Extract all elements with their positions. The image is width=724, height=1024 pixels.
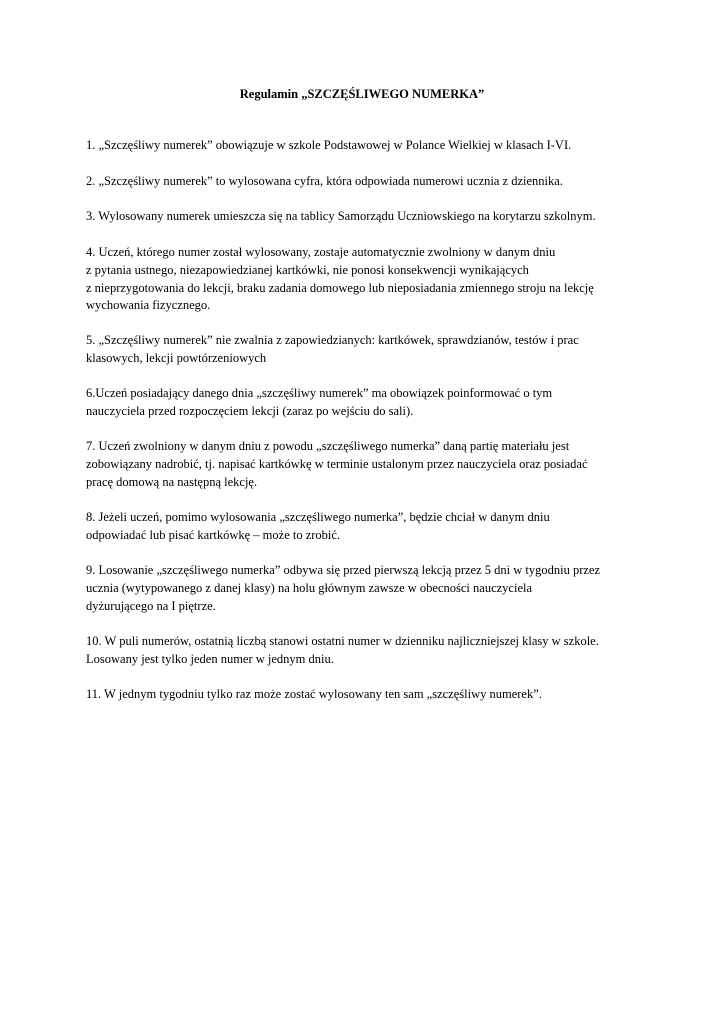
rule-line: 1. „Szczęśliwy numerek” obowiązuje w szkole Podstawowej w Polance Wielkiej w klasach I-VI. [86, 138, 572, 152]
rule-10 [86, 633, 646, 669]
rule-line: 6.Uczeń posiadający danego dnia „szczęśliwy numerek” ma obowiązek poinformować o tym [86, 386, 553, 400]
rule-5 [86, 332, 646, 368]
rule-line: pracę domową na następną lekcję. [86, 474, 258, 489]
rule-line: ucznia (wytypowanego z danej klasy) na holu głównym zawsze w obecności nauczyciela [86, 580, 533, 595]
rule-line: 10. W puli numerów, ostatnią liczbą stanowi ostatni numer w dzienniku najliczniejszej klasy w szkole. [86, 634, 599, 648]
rule-line: zobowiązany nadrobić, tj. napisać kartkówkę w terminie ustalonym przez nauczyciela oraz posiadać [86, 456, 588, 471]
rule-line: 11. W jednym tygodniu tylko raz może zostać wylosowany ten sam „szczęśliwy numerek”. [86, 687, 542, 701]
rule-line: 4. Uczeń, którego numer został wylosowany, zostaje automatycznie zwolniony w danym dniu [86, 245, 556, 259]
rule-line: 7. Uczeń zwolniony w danym dniu z powodu „szczęśliwego numerka” daną partię materiału jest [86, 439, 570, 453]
rule-line: klasowych, lekcji powtórzeniowych [86, 350, 267, 365]
rule-line: wychowania fizycznego. [86, 298, 211, 313]
rule-9 [86, 562, 646, 615]
document-title: Regulamin „SZCZĘŚLIWEGO NUMERKA” [239, 87, 485, 101]
rule-line: odpowiadać lub pisać kartkówkę – może to zrobić. [86, 527, 341, 542]
rule-line: 2. „Szczęśliwy numerek” to wylosowana cyfra, która odpowiada numerowi ucznia z dziennika. [86, 174, 563, 188]
rule-line: z nieprzygotowania do lekcji, braku zadania domowego lub nieposiadania zmiennego stroju na lekcję [86, 280, 594, 295]
rule-2 [86, 173, 646, 191]
rule-4 [86, 244, 646, 315]
rule-line: dyżurującego na I piętrze. [86, 598, 216, 613]
rule-line: z pytania ustnego, niezapowiedzianej kartkówki, nie ponosi konsekwencji wynikających [86, 262, 529, 277]
rule-1 [86, 137, 646, 155]
rule-line: 8. Jeżeli uczeń, pomimo wylosowania „szczęśliwego numerka”, będzie chciał w danym dniu [86, 510, 550, 524]
rule-line: nauczyciela przed rozpoczęciem lekcji (zaraz po wejściu do sali). [86, 403, 414, 418]
rule-line: Losowany jest tylko jeden numer w jednym dniu. [86, 651, 334, 666]
rule-11 [86, 686, 646, 704]
rule-line: 5. „Szczęśliwy numerek” nie zwalnia z zapowiedzianych: kartkówek, sprawdzianów, testów i prac [86, 333, 579, 347]
rule-line: 9. Losowanie „szczęśliwego numerka” odbywa się przed pierwszą lekcją przez 5 dni w tygodniu przez [86, 563, 601, 577]
rule-3 [86, 208, 646, 226]
rule-line: 3. Wylosowany numerek umieszcza się na tablicy Samorządu Uczniowskiego na korytarzu szkolnym. [86, 209, 596, 223]
rule-8 [86, 509, 646, 545]
rule-7 [86, 438, 646, 491]
rule-6 [86, 385, 646, 421]
